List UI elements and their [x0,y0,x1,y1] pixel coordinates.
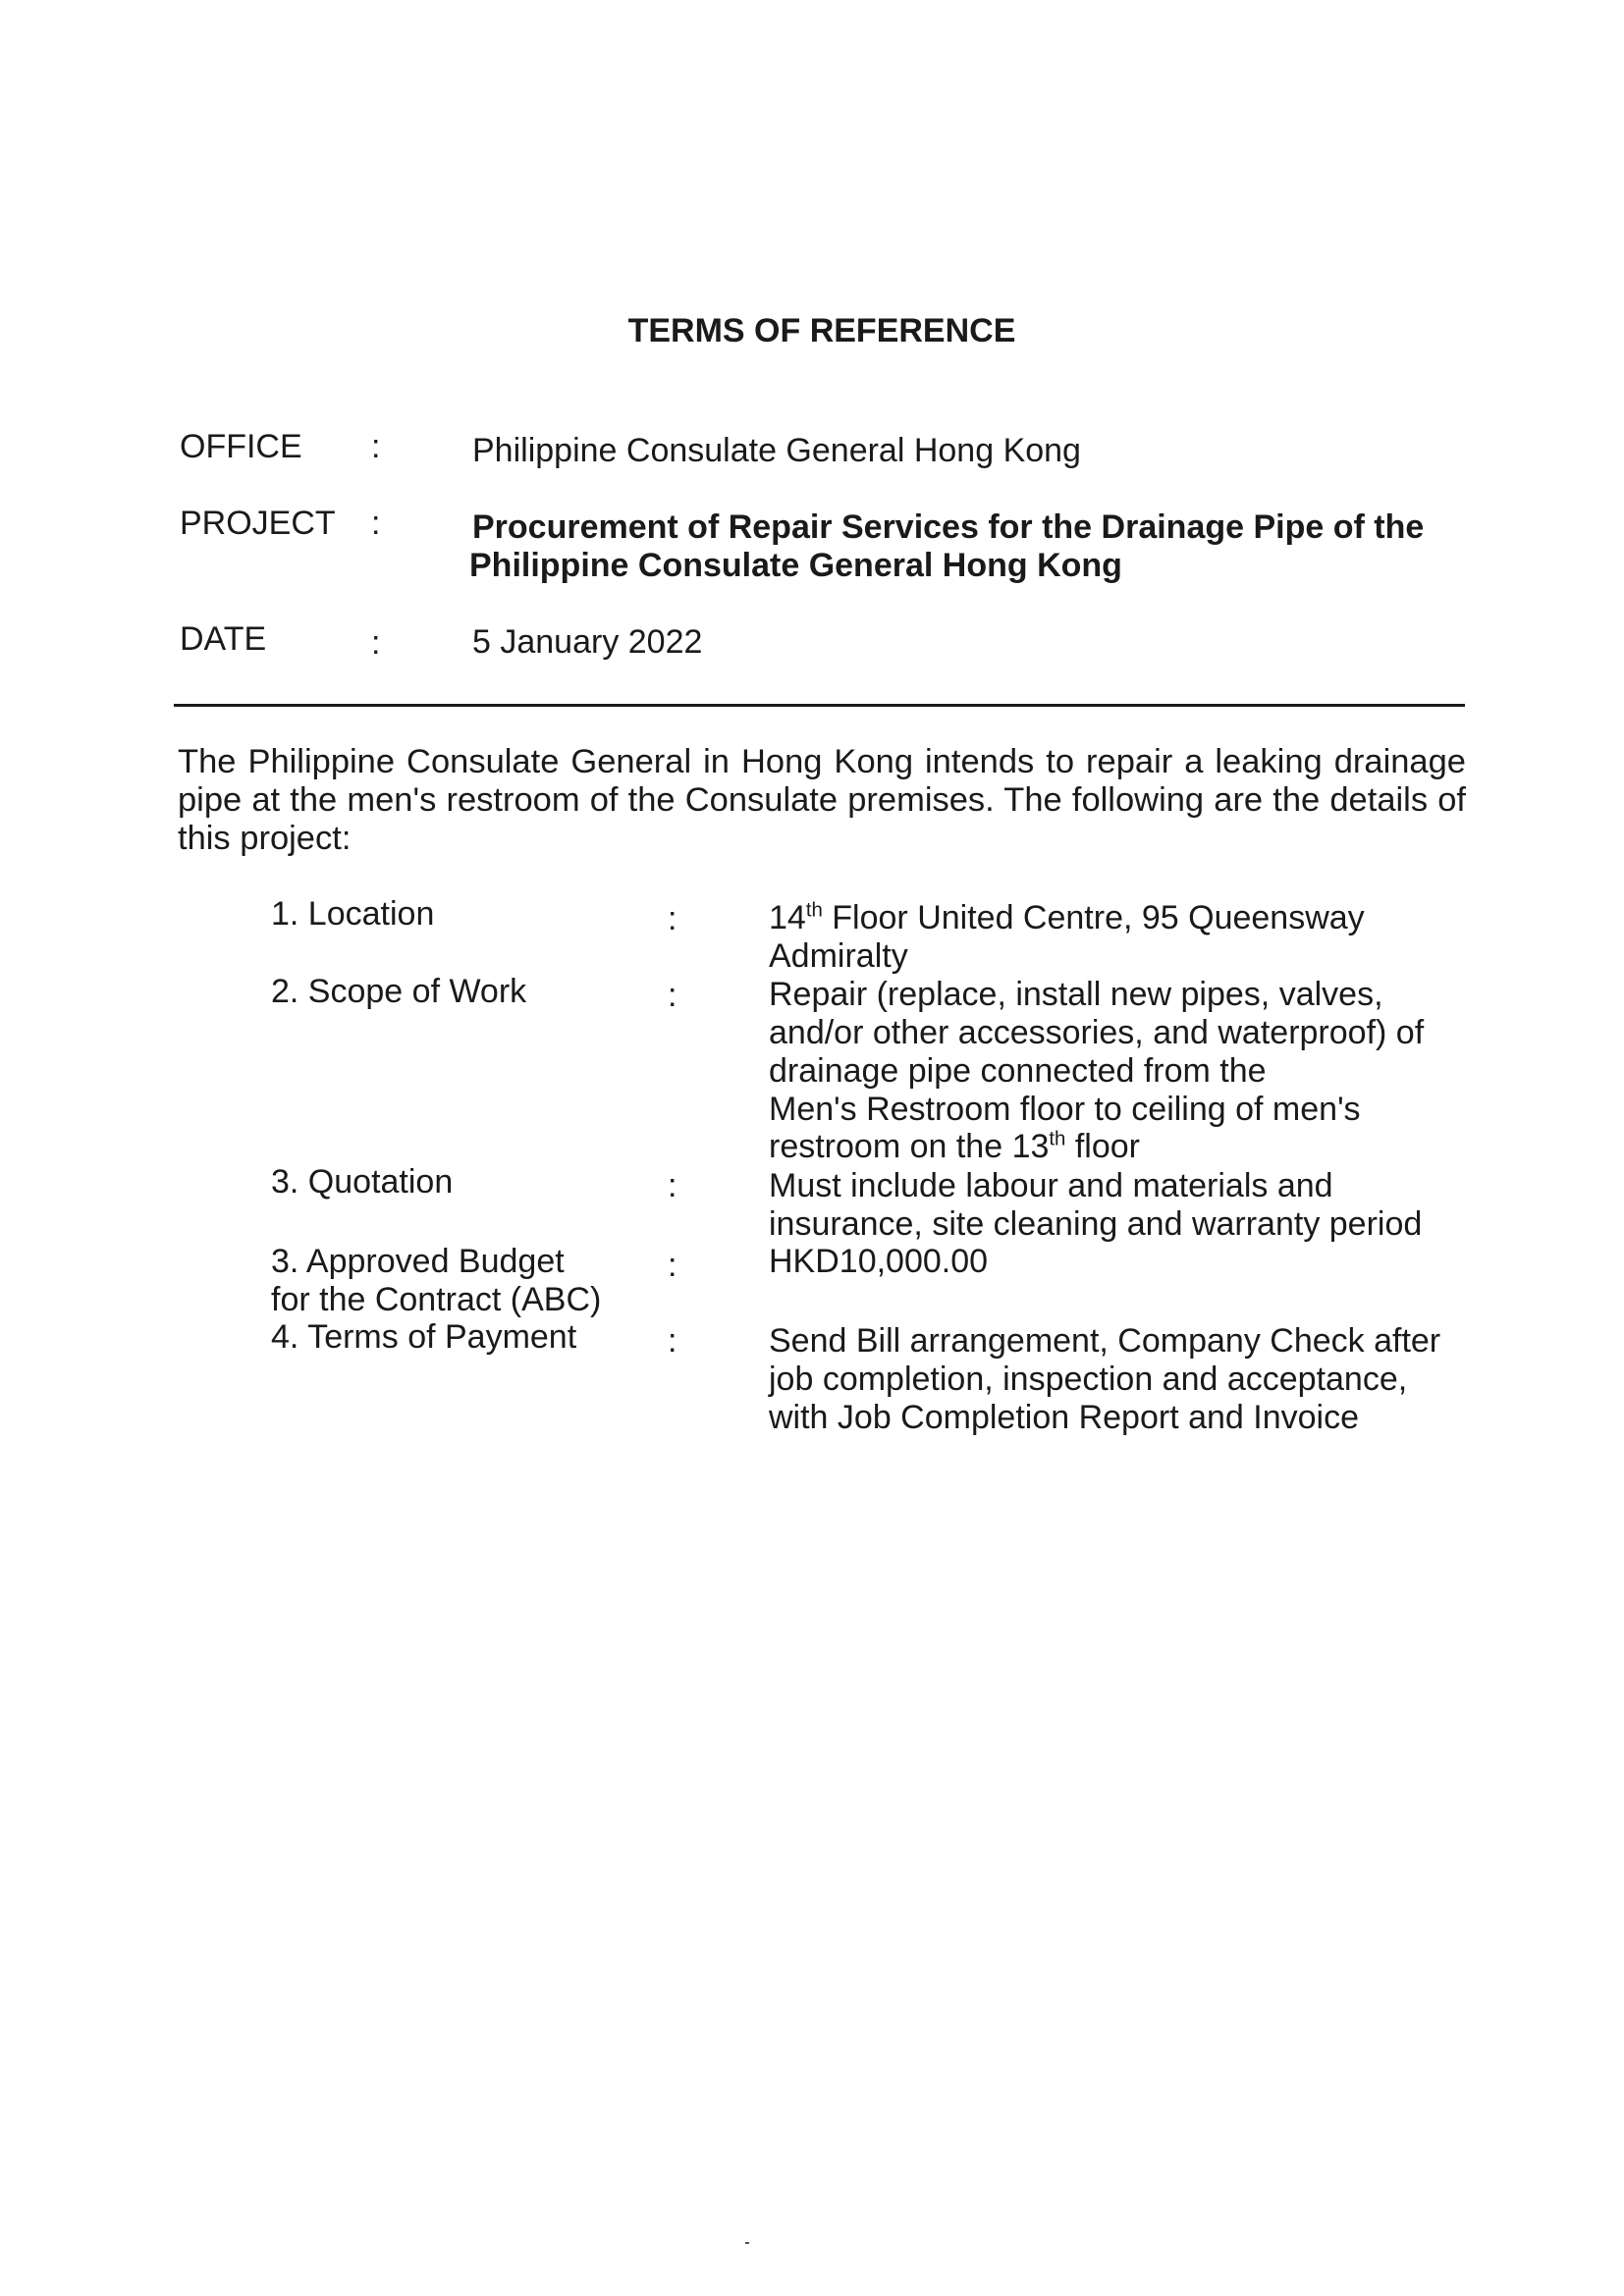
payment-value-line1: Send Bill arrangement, Company Check after [769,1322,1441,1360]
location-value-line2: Admiralty [769,937,908,975]
project-value-line2: Philippine Consulate General Hong Kong [469,547,1122,584]
scan-speck [745,2242,749,2244]
quotation-value-line2: insurance, site cleaning and warranty period [769,1205,1423,1243]
date-colon: : [371,624,381,662]
intro-paragraph: The Philippine Consulate General in Hong Kong intends to repair a leaking drainage pipe at the men's restroom of the Consulate premises. The following are the details of this project: [178,743,1466,857]
budget-colon: : [668,1247,677,1284]
quotation-colon: : [668,1167,677,1204]
location-colon: : [668,900,677,937]
date-value: 5 January 2022 [472,623,703,661]
header-divider [174,704,1465,707]
location-value-line1: 14th Floor United Centre, 95 Queensway [769,899,1365,936]
location-label: 1. Location [271,895,435,933]
project-colon: : [371,505,381,542]
payment-value-line2: job completion, inspection and acceptance, [769,1361,1408,1398]
project-label: PROJECT [180,505,336,542]
payment-label: 4. Terms of Payment [271,1318,577,1356]
quotation-label: 3. Quotation [271,1163,454,1201]
scope-value-line2: and/or other accessories, and waterproof) of [769,1014,1425,1051]
scope-value-line4: Men's Restroom floor to ceiling of men's [769,1091,1361,1128]
budget-label-line2: for the Contract (ABC) [271,1281,602,1318]
project-value-line1: Procurement of Repair Services for the Drainage Pipe of the [472,508,1425,546]
payment-value-line3: with Job Completion Report and Invoice [769,1399,1359,1436]
document-title: TERMS OF REFERENCE [627,312,1016,349]
budget-value: HKD10,000.00 [769,1243,989,1280]
quotation-value-line1: Must include labour and materials and [769,1167,1333,1204]
office-value: Philippine Consulate General Hong Kong [472,432,1081,469]
payment-colon: : [668,1322,677,1360]
office-label: OFFICE [180,428,302,465]
scope-label: 2. Scope of Work [271,973,527,1010]
date-label: DATE [180,620,267,658]
scope-value-line3: drainage pipe connected from the [769,1052,1267,1090]
scope-colon: : [668,977,677,1014]
scope-value-line1: Repair (replace, install new pipes, valves, [769,976,1383,1013]
budget-label-line1: 3. Approved Budget [271,1243,565,1280]
office-colon: : [371,428,381,465]
scope-value-line5: restroom on the 13th floor [769,1128,1140,1165]
